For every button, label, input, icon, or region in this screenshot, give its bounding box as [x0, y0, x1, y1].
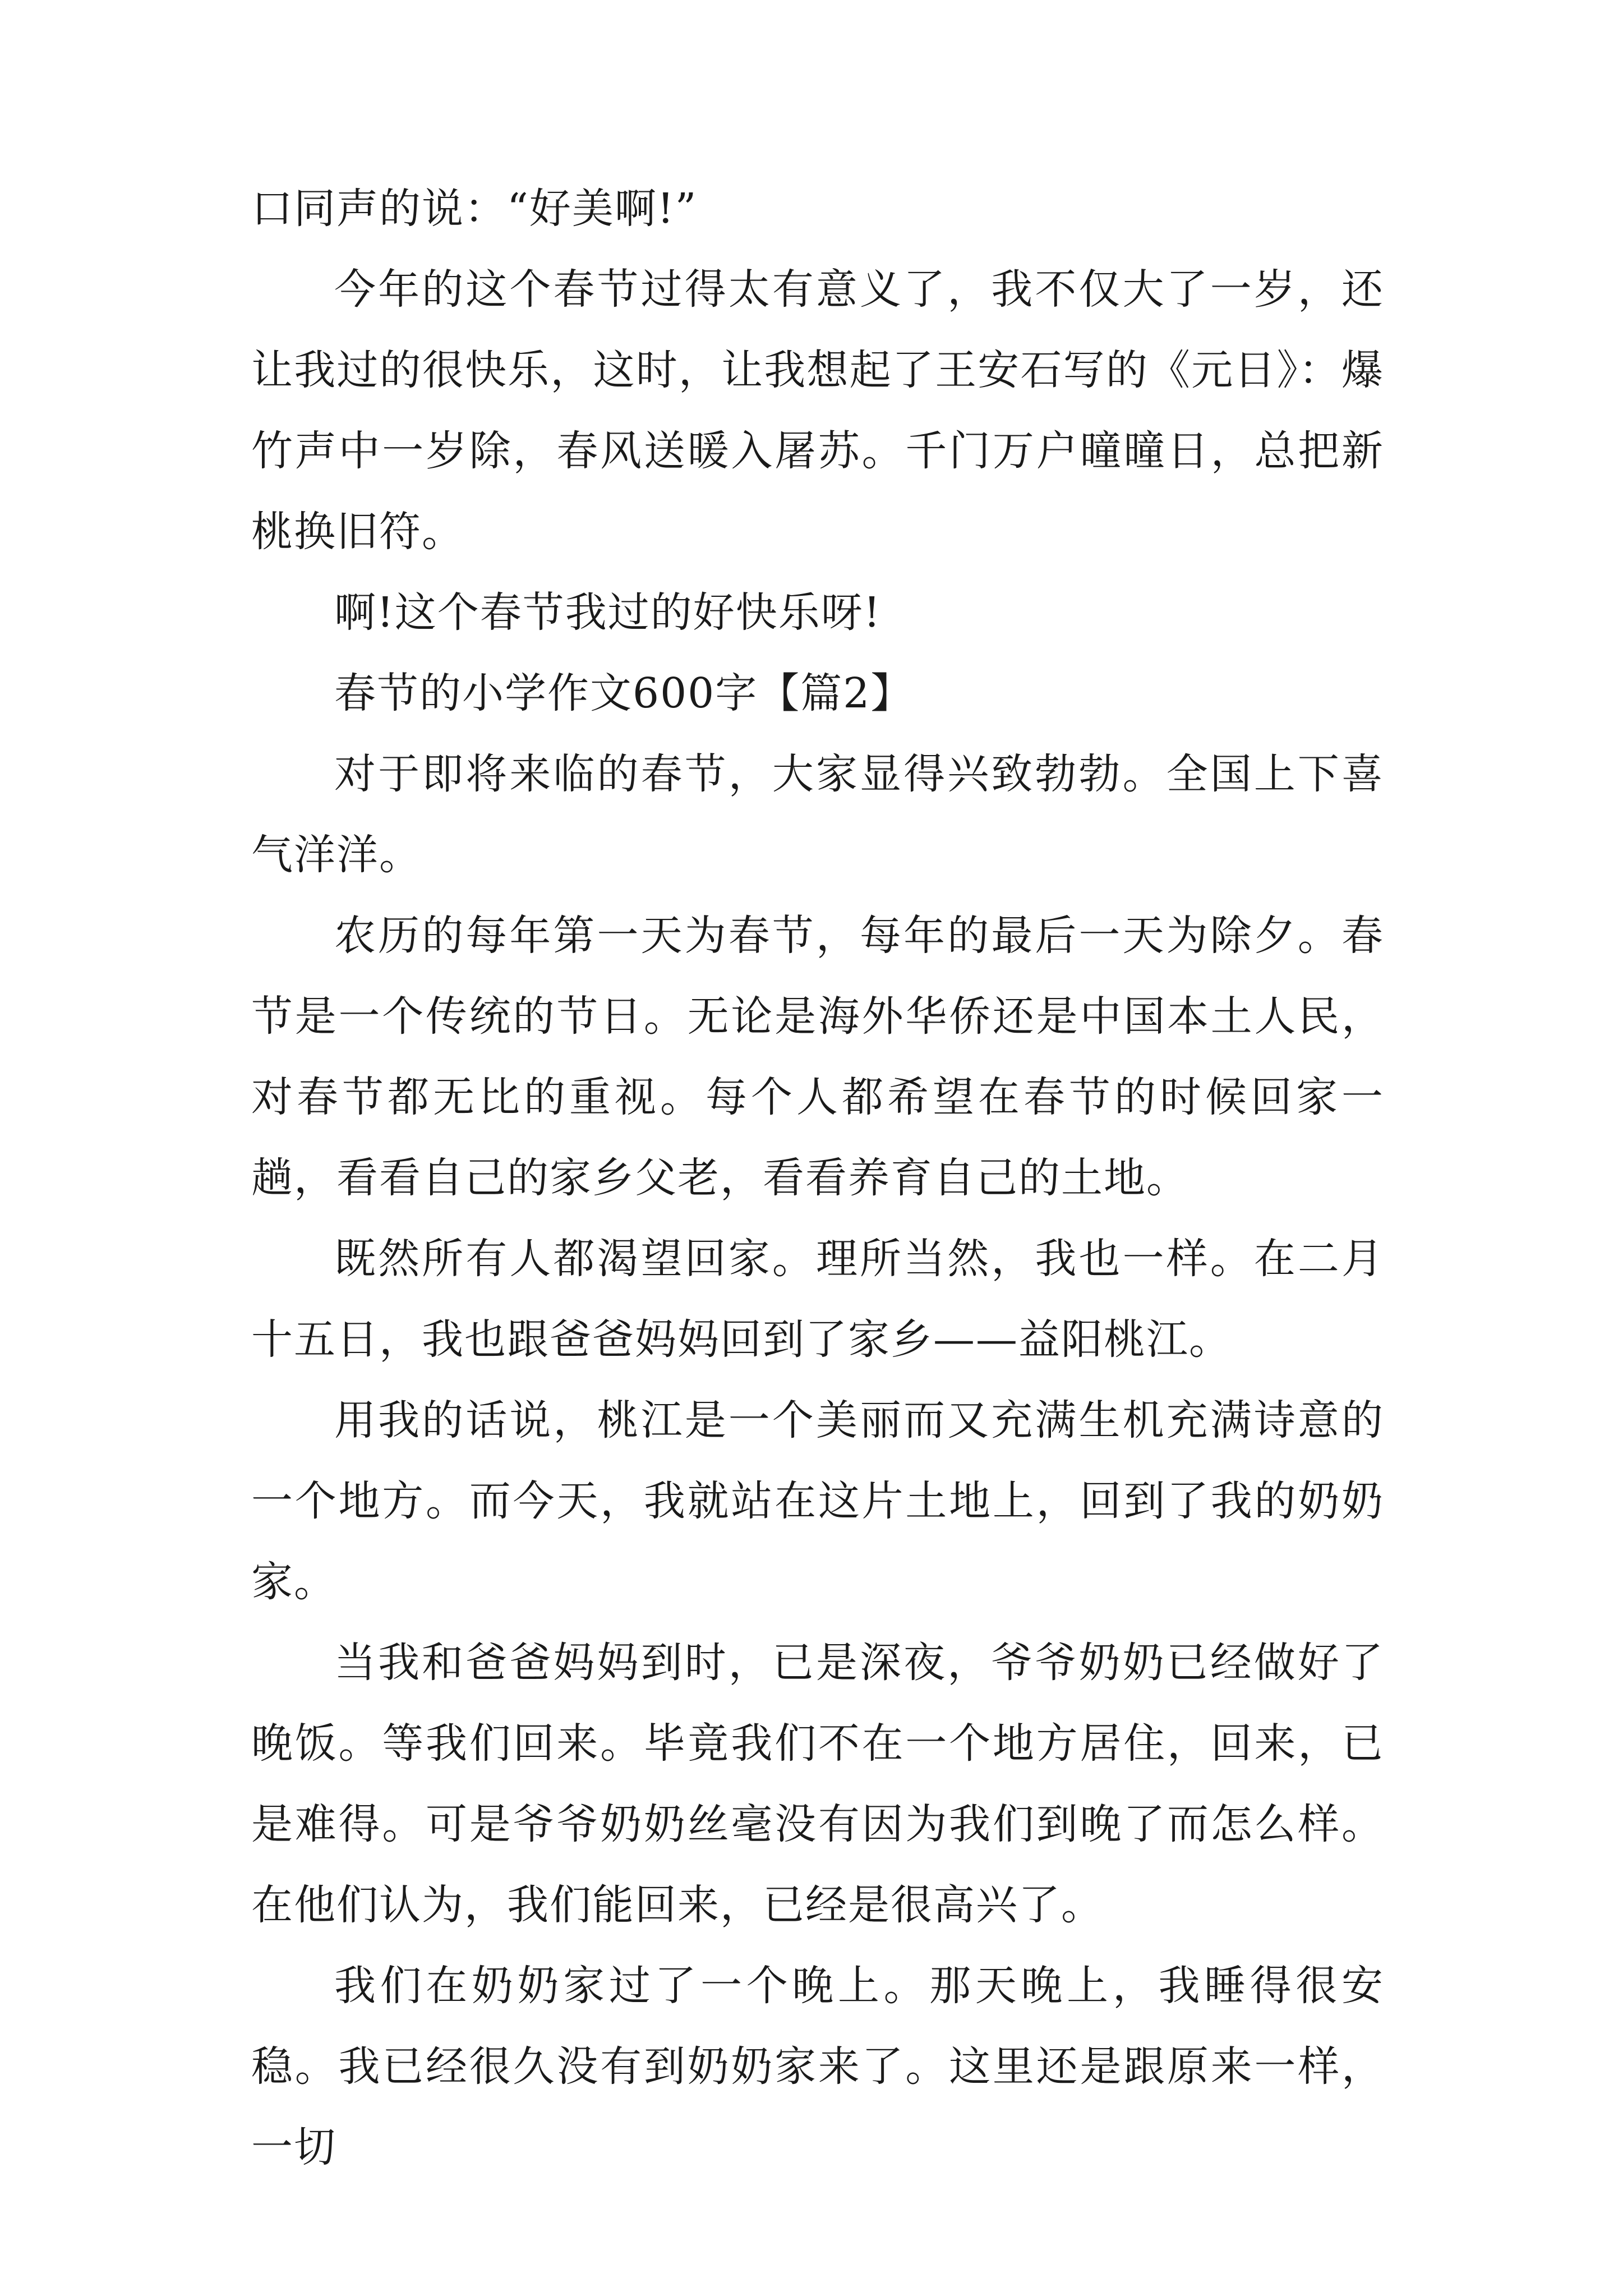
paragraph-continuation: 口同声的说：“好美啊!”	[251, 185, 698, 233]
paragraph: 当我和爸爸妈妈到时，已是深夜，爷爷奶奶已经做好了晚饭。等我们回来。毕竟我们不在一个地方居住，回来，已是难得。可是爷爷奶奶丝毫没有因为我们到晚了而怎么样。在他们认为，我们能回来，已经是很高兴了。	[251, 1639, 1384, 1929]
paragraph: 今年的这个春节过得太有意义了，我不仅大了一岁，还让我过的很快乐，这时，让我想起了王安石写的《元日》：爆竹声中一岁除，春风送暖入屠苏。千门万户曈曈日，总把新桃换旧符。	[251, 265, 1384, 556]
paragraph: 用我的话说，桃江是一个美丽而又充满生机充满诗意的一个地方。而今天，我就站在这片土地上，回到了我的奶奶家。	[251, 1396, 1384, 1606]
section-heading: 春节的小学作文600字【篇2】	[334, 669, 914, 717]
paragraph: 既然所有人都渴望回家。理所当然，我也一样。在二月十五日，我也跟爸爸妈妈回到了家乡——益阳桃江。	[251, 1235, 1384, 1364]
paragraph: 农历的每年第一天为春节，每年的最后一天为除夕。春节是一个传统的节日。无论是海外华侨还是中国本土人民，对春节都无比的重视。每个人都希望在春节的时候回家一趟，看看自己的家乡父老，看看养育自己的土地。	[251, 912, 1384, 1202]
paragraph: 啊!这个春节我过的好快乐呀!	[334, 588, 882, 637]
paragraph: 我们在奶奶家过了一个晚上。那天晚上，我睡得很安稳。我已经很久没有到奶奶家来了。这里还是跟原来一样，一切	[251, 1962, 1384, 2171]
paragraph: 对于即将来临的春节，大家显得兴致勃勃。全国上下喜气洋洋。	[251, 750, 1384, 879]
document-body	[251, 168, 1384, 2188]
